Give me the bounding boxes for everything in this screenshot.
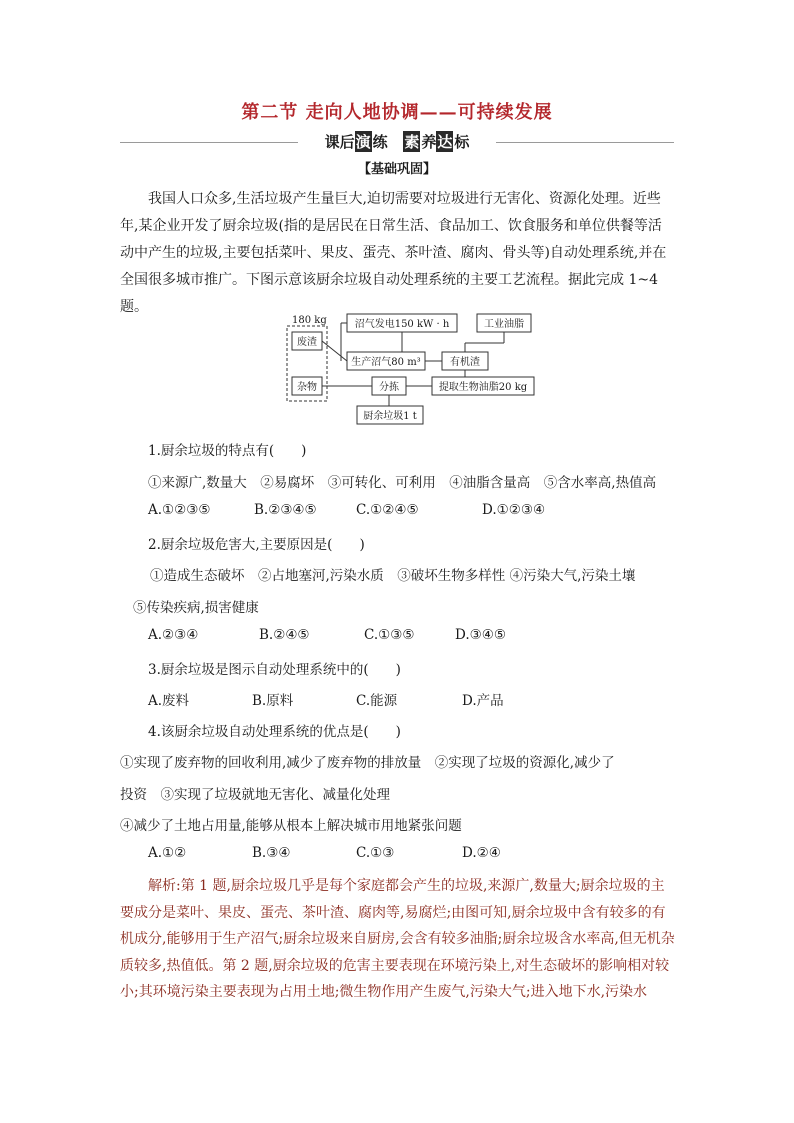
q4-choice-a[interactable]: A.①② — [148, 845, 187, 861]
organic-residue-label: 有机渣 — [450, 357, 480, 368]
process-flow-diagram — [286, 313, 536, 428]
q3-choice-a[interactable]: A.废料 — [148, 693, 190, 709]
weight-label: 180 kg — [292, 315, 327, 326]
analysis-paragraph: 解析:第 1 题,厨余垃圾几乎是每个家庭都会产生的垃圾,来源广,数量大;厨余垃圾的主要成分是菜叶、果皮、蛋壳、茶叶渣、腐肉等,易腐烂;由图可知,厨余垃圾中含有较多的有机成分,能够用于生产沼气;厨余垃圾来自厨房,会含有较多油脂;厨余垃圾含水率高,但无机杂质较多,热值低。第 2 题,厨余垃圾的危害主要表现在环境污染上,对生态破坏的影响相对较小;其环境污染主要表现为占用土地;微生物作用产生废气,污染大气;进入地下水,污染水 — [120, 878, 675, 1000]
q1-choice-a[interactable]: A.①②③⑤ — [148, 502, 211, 518]
banner-char: 养 — [421, 133, 437, 151]
banner-char-boxed: 达 — [437, 133, 453, 151]
question-4-options-line1: ①实现了废弃物的回收利用,减少了废弃物的排放量 ②实现了垃圾的资源化,减少了 — [120, 755, 615, 771]
q4-choice-b[interactable]: B.③④ — [252, 845, 291, 861]
q1-choice-c[interactable]: C.①②④⑤ — [356, 502, 419, 518]
bio-oil-label: 提取生物油脂20 kg — [438, 382, 528, 393]
banner-char: 练 — [372, 133, 388, 151]
residue-label: 废渣 — [297, 337, 317, 348]
banner-text — [120, 131, 674, 152]
biogas-label: 生产沼气80 m³ — [351, 357, 421, 368]
q4-choice-d[interactable]: D.②④ — [462, 845, 501, 861]
question-4-options-line3: ④减少了土地占用量,能够从根本上解决城市用地紧张问题 — [120, 818, 462, 834]
question-2-options-line1: ①造成生态破坏 ②占地塞河,污染水质 ③破坏生物多样性 ④污染大气,污染土壤 — [150, 568, 636, 584]
kitchen-waste-label: 厨余垃圾1 t — [363, 411, 417, 422]
page-title: 第二节 走向人地协调——可持续发展 — [241, 102, 553, 123]
intro-paragraph: 我国人口众多,生活垃圾产生量巨大,迫切需要对垃圾进行无害化、资源化处理。近些年,某企业开发了厨余垃圾(指的是居民在日常生活、食品加工、饮食服务和单位供餐等活动中产生的垃圾,主要包括菜叶、果皮、蛋壳、茶叶渣、腐肉、骨头等)自动处理系统,并在全国很多城市推广。下图示意该厨余垃圾自动处理系统的主要工艺流程。据此完成 1~4 题。 — [120, 191, 667, 315]
banner-char: 课 — [324, 133, 340, 151]
q2-choice-b[interactable]: B.②④⑤ — [259, 627, 310, 643]
q3-choice-b[interactable]: B.原料 — [252, 693, 294, 709]
biogas-power-label: 沼气发电150 kW · h — [354, 319, 450, 330]
question-4-stem: 4.该厨余垃圾自动处理系统的优点是( ) — [148, 724, 401, 740]
sorting-label: 分拣 — [379, 382, 399, 393]
industrial-oil-label: 工业油脂 — [484, 319, 524, 330]
debris-label: 杂物 — [297, 382, 317, 393]
q2-choice-c[interactable]: C.①③⑤ — [364, 627, 415, 643]
q1-choice-d[interactable]: D.①②③④ — [482, 502, 546, 518]
banner-char: 标 — [454, 133, 470, 151]
banner-char-boxed: 演 — [355, 133, 371, 151]
question-1-options: ①来源广,数量大 ②易腐坏 ③可转化、可利用 ④油脂含量高 ⑤含水率高,热值高 — [148, 475, 657, 491]
question-2-stem: 2.厨余垃圾危害大,主要原因是( ) — [148, 537, 365, 553]
q2-choice-a[interactable]: A.②③④ — [148, 627, 199, 643]
question-1-stem: 1.厨余垃圾的特点有( ) — [148, 443, 307, 459]
question-2-options-line2: ⑤传染疾病,损害健康 — [133, 600, 259, 616]
q1-choice-b[interactable]: B.②③④⑤ — [254, 502, 317, 518]
q3-choice-d[interactable]: D.产品 — [462, 693, 504, 709]
question-4-options-line2: 投资 ③实现了垃圾就地无害化、减量化处理 — [120, 787, 390, 803]
q4-choice-c[interactable]: C.①③ — [356, 845, 395, 861]
section-banner — [120, 133, 674, 153]
question-3-stem: 3.厨余垃圾是图示自动处理系统中的( ) — [148, 662, 401, 678]
banner-char-boxed: 素 — [404, 133, 420, 151]
banner-char: 后 — [339, 133, 355, 151]
q2-choice-d[interactable]: D.③④⑤ — [455, 627, 506, 643]
q3-choice-c[interactable]: C.能源 — [356, 693, 398, 709]
subtitle: 【基础巩固】 — [357, 162, 436, 177]
